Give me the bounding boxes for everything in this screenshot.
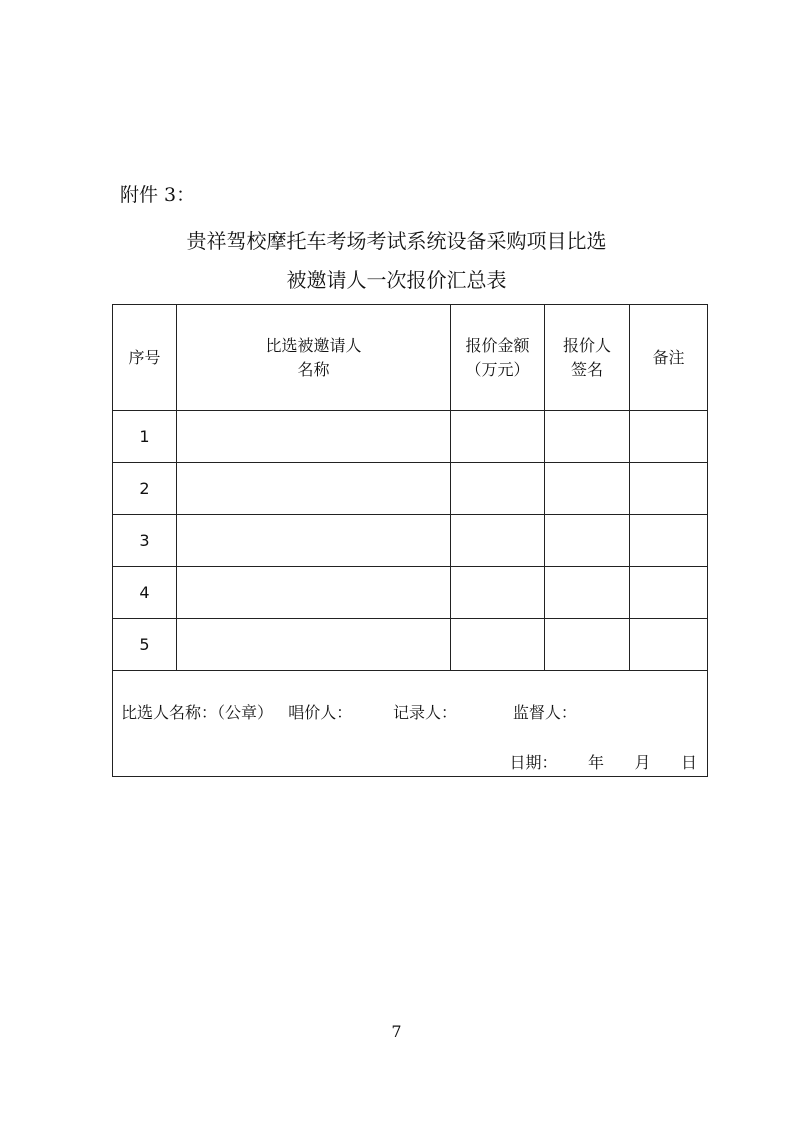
invitee-name-cell[interactable] bbox=[177, 463, 451, 515]
quote-amount-cell[interactable] bbox=[451, 619, 545, 671]
table-row bbox=[113, 463, 708, 515]
quote-amount-cell[interactable] bbox=[451, 515, 545, 567]
header-signer bbox=[545, 305, 630, 411]
signer-cell[interactable] bbox=[545, 411, 630, 463]
quote-summary-table bbox=[112, 304, 708, 777]
header-invitee-name-line2: 名称 bbox=[297, 359, 330, 379]
page-number: 7 bbox=[391, 1022, 402, 1041]
invitee-name-cell[interactable] bbox=[177, 567, 451, 619]
row-seq: 2 bbox=[113, 463, 177, 515]
table-row bbox=[113, 411, 708, 463]
header-signer-line1: 报价人 bbox=[562, 335, 611, 355]
remark-cell[interactable] bbox=[630, 463, 708, 515]
footer-signatures-line: 比选人名称：（公章） 唱价人： 记录人： 监督人： bbox=[121, 703, 577, 722]
row-seq: 3 bbox=[113, 515, 177, 567]
signer-cell[interactable] bbox=[545, 463, 630, 515]
table-row bbox=[113, 567, 708, 619]
table-row bbox=[113, 515, 708, 567]
signer-cell[interactable] bbox=[545, 567, 630, 619]
remark-cell[interactable] bbox=[630, 411, 708, 463]
header-signer-line2: 签名 bbox=[570, 359, 603, 379]
attachment-label: 附件 3： bbox=[120, 184, 196, 206]
header-quote-amount bbox=[451, 305, 545, 411]
table-row bbox=[113, 619, 708, 671]
document-title-line1: 贵祥驾校摩托车考场考试系统设备采购项目比选 bbox=[186, 229, 607, 253]
row-seq: 4 bbox=[113, 567, 177, 619]
quote-amount-cell[interactable] bbox=[451, 463, 545, 515]
invitee-name-cell[interactable] bbox=[177, 619, 451, 671]
row-seq: 5 bbox=[113, 619, 177, 671]
quote-amount-cell[interactable] bbox=[451, 567, 545, 619]
invitee-name-cell[interactable] bbox=[177, 515, 451, 567]
footer-cell bbox=[113, 671, 708, 777]
signer-cell[interactable] bbox=[545, 515, 630, 567]
quote-amount-cell[interactable] bbox=[451, 411, 545, 463]
table-header-row bbox=[113, 305, 708, 411]
invitee-name-cell[interactable] bbox=[177, 411, 451, 463]
header-invitee-name bbox=[177, 305, 451, 411]
document-title-line2: 被邀请人一次报价汇总表 bbox=[286, 268, 507, 292]
remark-cell[interactable] bbox=[630, 619, 708, 671]
header-seq: 序号 bbox=[113, 305, 177, 411]
signer-cell[interactable] bbox=[545, 619, 630, 671]
header-invitee-name-line1: 比选被邀请人 bbox=[265, 335, 362, 355]
footer-date-line: 日期： 年 月 日 bbox=[509, 753, 697, 772]
row-seq: 1 bbox=[113, 411, 177, 463]
header-remark: 备注 bbox=[630, 305, 708, 411]
header-quote-amount-line2: （万元） bbox=[465, 359, 530, 379]
table-footer-row bbox=[113, 671, 708, 777]
remark-cell[interactable] bbox=[630, 515, 708, 567]
header-quote-amount-line1: 报价金额 bbox=[465, 335, 530, 355]
remark-cell[interactable] bbox=[630, 567, 708, 619]
